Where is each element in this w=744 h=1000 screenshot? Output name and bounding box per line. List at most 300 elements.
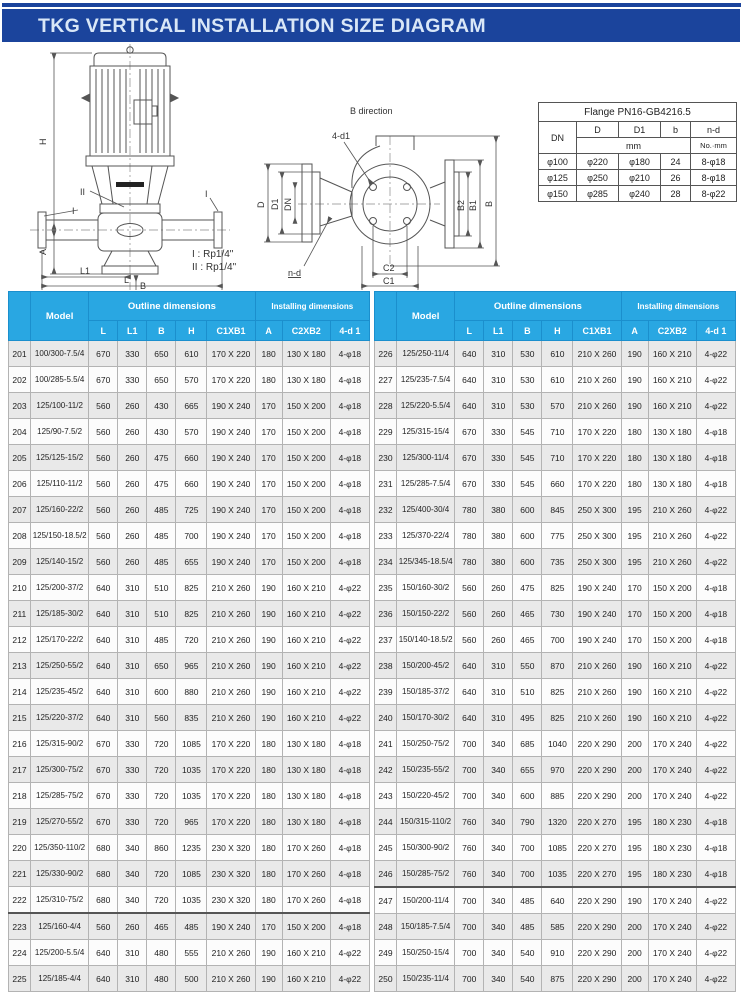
outline-dimensions-header: Outline dimensions xyxy=(455,292,621,321)
cell: 340 xyxy=(484,887,513,914)
size-table-left xyxy=(8,291,370,992)
cell: 465 xyxy=(147,913,176,940)
cell: 212 xyxy=(9,627,31,653)
cell: 310 xyxy=(484,679,513,705)
cell: 1085 xyxy=(176,861,207,887)
cell: 4-φ22 xyxy=(330,601,369,627)
cell: 640 xyxy=(455,367,484,393)
table-row xyxy=(9,549,370,575)
cell: 500 xyxy=(176,966,207,992)
cell: 150/140-18.5/2 xyxy=(397,627,455,653)
cell: 330 xyxy=(118,809,147,835)
cell: 211 xyxy=(9,601,31,627)
outline-dimensions-header: Outline dimensions xyxy=(89,292,255,321)
cell: 190 xyxy=(255,653,282,679)
col-c2xb2: C2XB2 xyxy=(648,321,696,341)
cell: 200 xyxy=(621,914,648,940)
cell: 160 X 210 xyxy=(282,627,330,653)
cell: 210 X 260 xyxy=(648,549,696,575)
cell: 180 xyxy=(255,341,282,367)
cell: 170 xyxy=(255,523,282,549)
installing-dimensions-header: Installing dimensions xyxy=(621,292,735,321)
cell: 310 xyxy=(484,653,513,679)
cell: 260 xyxy=(118,393,147,419)
dim-label-h: H xyxy=(38,138,48,145)
cell: 170 X 240 xyxy=(648,783,696,809)
cell: 4-φ18 xyxy=(696,627,735,653)
cell: 150/200-45/2 xyxy=(397,653,455,679)
cell: 160 X 210 xyxy=(282,653,330,679)
cell: 4-φ22 xyxy=(696,497,735,523)
cell: 380 xyxy=(484,549,513,575)
cell: 910 xyxy=(542,940,573,966)
cell: 150/185-37/2 xyxy=(397,679,455,705)
table-row xyxy=(9,966,370,992)
cell: 430 xyxy=(147,393,176,419)
table-row xyxy=(9,861,370,887)
cell: 150/170-30/2 xyxy=(397,705,455,731)
cell: 219 xyxy=(9,809,31,835)
cell: 685 xyxy=(513,731,542,757)
cell: 8-φ18 xyxy=(691,154,737,170)
port-label-i-left: I xyxy=(72,206,75,216)
cell: 570 xyxy=(542,393,573,419)
cell: 208 xyxy=(9,523,31,549)
size-table-right xyxy=(374,291,736,992)
cell: 720 xyxy=(147,887,176,914)
cell: 230 X 320 xyxy=(207,887,255,914)
table-row xyxy=(375,887,736,914)
table-row xyxy=(9,471,370,497)
cell: 4-φ18 xyxy=(330,419,369,445)
table-row xyxy=(375,471,736,497)
cell: 485 xyxy=(147,497,176,523)
cell: 125/345-18.5/4 xyxy=(397,549,455,575)
installing-dimensions-header: Installing dimensions xyxy=(255,292,369,321)
cell: 202 xyxy=(9,367,31,393)
cell: 4-φ22 xyxy=(696,783,735,809)
cell: 150/250-75/2 xyxy=(397,731,455,757)
cell: 130 X 180 xyxy=(282,341,330,367)
cell: 170 X 220 xyxy=(573,445,621,471)
cell: 860 xyxy=(147,835,176,861)
cell: φ220 xyxy=(577,154,619,170)
cell: 240 xyxy=(375,705,397,731)
cell: 310 xyxy=(118,966,147,992)
cell: 190 X 240 xyxy=(573,575,621,601)
cell: 210 X 260 xyxy=(573,653,621,679)
cell: 150/160-30/2 xyxy=(397,575,455,601)
col-a: A xyxy=(621,321,648,341)
cell: 190 X 240 xyxy=(573,601,621,627)
cell: 170 X 240 xyxy=(648,940,696,966)
cell: 125/285-75/2 xyxy=(31,783,89,809)
flange-unit-nomm: No.·mm xyxy=(691,138,737,154)
cell: 330 xyxy=(484,445,513,471)
cell: 485 xyxy=(513,887,542,914)
cell: 125/235-45/2 xyxy=(31,679,89,705)
cell: 8-φ18 xyxy=(691,170,737,186)
cell: 150 X 200 xyxy=(282,419,330,445)
table-row xyxy=(375,966,736,992)
table-row xyxy=(375,940,736,966)
cell: 310 xyxy=(118,601,147,627)
cell: 330 xyxy=(118,783,147,809)
cell: 222 xyxy=(9,887,31,914)
cell: 655 xyxy=(176,549,207,575)
cell: 170 xyxy=(255,497,282,523)
cell: 220 X 290 xyxy=(573,731,621,757)
dim-label-nd: n-d xyxy=(288,268,302,278)
cell: 4-φ22 xyxy=(696,966,735,992)
cell: 170 X 220 xyxy=(573,419,621,445)
cell: 125/110-11/2 xyxy=(31,471,89,497)
cell: 203 xyxy=(9,393,31,419)
cell: 4-φ18 xyxy=(696,835,735,861)
cell: 228 xyxy=(375,393,397,419)
blank-header xyxy=(9,292,31,341)
cell: 180 xyxy=(621,419,648,445)
cell: 610 xyxy=(176,341,207,367)
cell: 150 X 200 xyxy=(648,575,696,601)
table-row xyxy=(9,601,370,627)
top-accent-line xyxy=(2,3,741,7)
cell: 220 X 290 xyxy=(573,914,621,940)
cell: 670 xyxy=(455,471,484,497)
cell: 180 xyxy=(255,757,282,783)
cell: 330 xyxy=(118,757,147,783)
cell: 760 xyxy=(455,809,484,835)
table-row xyxy=(9,653,370,679)
cell: 340 xyxy=(484,783,513,809)
cell: 530 xyxy=(513,341,542,367)
cell: 220 xyxy=(9,835,31,861)
cell: 700 xyxy=(455,731,484,757)
cell: 150/250-15/4 xyxy=(397,940,455,966)
cell: 220 X 290 xyxy=(573,887,621,914)
table-row xyxy=(9,341,370,367)
cell: 700 xyxy=(455,914,484,940)
cell: 780 xyxy=(455,497,484,523)
cell: 4-φ18 xyxy=(330,393,369,419)
cell: 670 xyxy=(89,783,118,809)
cell: 190 X 240 xyxy=(207,445,255,471)
cell: 220 X 270 xyxy=(573,861,621,888)
cell: 4-φ18 xyxy=(330,549,369,575)
cell: 125/200-37/2 xyxy=(31,575,89,601)
cell: 260 xyxy=(484,575,513,601)
cell: 600 xyxy=(513,497,542,523)
cell: 125/300-11/4 xyxy=(397,445,455,471)
table-row xyxy=(375,757,736,783)
cell: 545 xyxy=(513,419,542,445)
cell: 244 xyxy=(375,809,397,835)
cell: 190 X 240 xyxy=(207,419,255,445)
cell: 1040 xyxy=(542,731,573,757)
cell: 640 xyxy=(455,653,484,679)
cell: 150/200-11/4 xyxy=(397,887,455,914)
cell: 710 xyxy=(542,445,573,471)
cell: 160 X 210 xyxy=(648,653,696,679)
cell: 125/90-7.5/2 xyxy=(31,419,89,445)
cell: 260 xyxy=(118,523,147,549)
flange-col-d1: D1 xyxy=(619,122,661,138)
cell: 160 X 210 xyxy=(282,679,330,705)
cell: 545 xyxy=(513,445,542,471)
cell: 640 xyxy=(455,705,484,731)
cell: 4-φ22 xyxy=(696,705,735,731)
cell: 249 xyxy=(375,940,397,966)
cell: 130 X 180 xyxy=(282,783,330,809)
table-row xyxy=(375,367,736,393)
cell: 670 xyxy=(89,367,118,393)
cell: 125/235-7.5/4 xyxy=(397,367,455,393)
table-row xyxy=(9,445,370,471)
cell: 480 xyxy=(147,940,176,966)
cell: 1035 xyxy=(176,783,207,809)
table-row xyxy=(375,835,736,861)
cell: 4-φ22 xyxy=(696,679,735,705)
cell: 570 xyxy=(176,367,207,393)
cell: 340 xyxy=(118,835,147,861)
cell: 210 X 260 xyxy=(573,341,621,367)
cell: 4-φ22 xyxy=(696,731,735,757)
cell: 125/220-37/2 xyxy=(31,705,89,731)
table-row xyxy=(375,497,736,523)
cell: 210 X 260 xyxy=(573,367,621,393)
cell: 260 xyxy=(118,419,147,445)
cell: 214 xyxy=(9,679,31,705)
col-c1xb1: C1XB1 xyxy=(573,321,621,341)
cell: 4-φ18 xyxy=(330,471,369,497)
dim-label-l: L xyxy=(124,275,130,285)
cell: φ100 xyxy=(539,154,577,170)
cell: 190 X 240 xyxy=(207,523,255,549)
cell: 545 xyxy=(513,471,542,497)
cell: 560 xyxy=(89,393,118,419)
table-row xyxy=(9,731,370,757)
cell: 310 xyxy=(118,575,147,601)
cell: 640 xyxy=(89,966,118,992)
cell: 700 xyxy=(455,757,484,783)
cell: 640 xyxy=(455,679,484,705)
cell: 230 xyxy=(375,445,397,471)
table-row xyxy=(375,783,736,809)
cell: 207 xyxy=(9,497,31,523)
dim-label-b2: B2 xyxy=(456,199,466,211)
cell: 160 X 210 xyxy=(648,367,696,393)
cell: 204 xyxy=(9,419,31,445)
cell: 150 X 200 xyxy=(282,471,330,497)
cell: 170 xyxy=(255,393,282,419)
cell: 650 xyxy=(147,653,176,679)
cell: 600 xyxy=(513,783,542,809)
cell: 655 xyxy=(513,757,542,783)
cell: 4-φ22 xyxy=(696,887,735,914)
cell: 4-φ18 xyxy=(696,471,735,497)
cell: 310 xyxy=(118,653,147,679)
cell: 180 xyxy=(255,887,282,914)
cell: 170 X 220 xyxy=(207,367,255,393)
cell: 330 xyxy=(118,341,147,367)
dimension-lines xyxy=(264,136,500,290)
cell: φ180 xyxy=(619,154,661,170)
cell: 825 xyxy=(176,575,207,601)
cell: 4-φ18 xyxy=(330,445,369,471)
cell: 665 xyxy=(176,393,207,419)
cell: 125/250-55/2 xyxy=(31,653,89,679)
table-row xyxy=(375,575,736,601)
table-row xyxy=(539,186,737,202)
cell: 700 xyxy=(455,966,484,992)
cell: 170 X 220 xyxy=(207,809,255,835)
cell: 180 xyxy=(255,835,282,861)
cell: 170 X 240 xyxy=(648,914,696,940)
cell: 700 xyxy=(542,627,573,653)
table-row xyxy=(375,419,736,445)
cell: 4-φ18 xyxy=(696,809,735,835)
cell: 125/330-90/2 xyxy=(31,861,89,887)
flange-col-nd: n-d xyxy=(691,122,737,138)
cell: φ250 xyxy=(577,170,619,186)
table-row xyxy=(375,393,736,419)
cell: 170 X 240 xyxy=(648,966,696,992)
cell: 485 xyxy=(176,913,207,940)
pump-b-direction-drawing xyxy=(240,96,505,296)
note-port-ii: II : Rp1/4" xyxy=(192,262,237,273)
cell: 130 X 180 xyxy=(282,809,330,835)
col-4d1: 4-d 1 xyxy=(330,321,369,341)
table-row xyxy=(375,549,736,575)
cell: 340 xyxy=(484,835,513,861)
cell: 170 xyxy=(621,575,648,601)
cell: 835 xyxy=(176,705,207,731)
cell: 530 xyxy=(513,367,542,393)
cell: 4-φ18 xyxy=(330,497,369,523)
size-table-left-body xyxy=(9,341,370,992)
dim-label-c2: C2 xyxy=(383,263,395,273)
cell: 875 xyxy=(542,966,573,992)
flange-col-b: b xyxy=(661,122,691,138)
cell: 465 xyxy=(513,627,542,653)
cell: 310 xyxy=(118,705,147,731)
cell: 180 X 230 xyxy=(648,809,696,835)
cell: 250 xyxy=(375,966,397,992)
cell: 530 xyxy=(513,393,542,419)
cell: 160 X 210 xyxy=(282,575,330,601)
cell: 130 X 180 xyxy=(648,419,696,445)
cell: 4-φ22 xyxy=(696,914,735,940)
cell: 210 xyxy=(9,575,31,601)
cell: 4-φ22 xyxy=(696,393,735,419)
cell: 480 xyxy=(147,966,176,992)
cell: 150 X 200 xyxy=(282,445,330,471)
table-row xyxy=(539,154,737,170)
cell: 160 X 210 xyxy=(648,393,696,419)
cell: 160 X 210 xyxy=(282,940,330,966)
dim-label-a: A xyxy=(38,248,48,255)
cell: 236 xyxy=(375,601,397,627)
cell: 560 xyxy=(455,601,484,627)
cell: 125/170-22/2 xyxy=(31,627,89,653)
cell: 130 X 180 xyxy=(648,471,696,497)
table-row xyxy=(375,679,736,705)
cell: 4-φ18 xyxy=(696,419,735,445)
cell: 250 X 300 xyxy=(573,497,621,523)
cell: 216 xyxy=(9,731,31,757)
cell: 234 xyxy=(375,549,397,575)
cell: 1035 xyxy=(542,861,573,888)
cell: 485 xyxy=(147,627,176,653)
cell: 845 xyxy=(542,497,573,523)
cell: 430 xyxy=(147,419,176,445)
cell: 150 X 200 xyxy=(282,393,330,419)
cell: 4-φ22 xyxy=(330,575,369,601)
cell: 495 xyxy=(513,705,542,731)
cell: 220 X 270 xyxy=(573,809,621,835)
cell: 475 xyxy=(513,575,542,601)
cell: 190 xyxy=(621,679,648,705)
cell: 760 xyxy=(455,835,484,861)
cell: 150 X 200 xyxy=(282,523,330,549)
col-l1: L1 xyxy=(484,321,513,341)
table-row xyxy=(375,861,736,888)
cell: 640 xyxy=(89,679,118,705)
cell: 150 X 200 xyxy=(282,549,330,575)
col-l1: L1 xyxy=(118,321,147,341)
cell: 150 X 200 xyxy=(648,627,696,653)
cell: 210 X 260 xyxy=(207,653,255,679)
cell: 170 X 240 xyxy=(648,757,696,783)
cell: 640 xyxy=(89,575,118,601)
cell: 160 X 210 xyxy=(282,705,330,731)
cell: 190 xyxy=(255,966,282,992)
cell: 4-φ18 xyxy=(696,445,735,471)
cell: 125/300-75/2 xyxy=(31,757,89,783)
cell: 650 xyxy=(147,367,176,393)
cell: 965 xyxy=(176,809,207,835)
cell: 180 xyxy=(255,809,282,835)
cell: 231 xyxy=(375,471,397,497)
cell: 125/140-15/2 xyxy=(31,549,89,575)
cell: 600 xyxy=(147,679,176,705)
blank-header xyxy=(375,292,397,341)
table-row xyxy=(9,497,370,523)
table-row xyxy=(375,601,736,627)
cell: 190 xyxy=(255,705,282,731)
cell: 775 xyxy=(542,523,573,549)
cell: 4-φ22 xyxy=(696,940,735,966)
cell: 230 X 320 xyxy=(207,861,255,887)
cell: 310 xyxy=(118,940,147,966)
cell: 640 xyxy=(89,627,118,653)
table-row xyxy=(9,679,370,705)
cell: 4-φ18 xyxy=(330,523,369,549)
table-row xyxy=(9,887,370,914)
dim-label-dn: DN xyxy=(283,198,293,211)
cell: 720 xyxy=(147,783,176,809)
cell: 217 xyxy=(9,757,31,783)
cell: 190 xyxy=(621,393,648,419)
cell: 190 xyxy=(621,653,648,679)
cell: φ125 xyxy=(539,170,577,186)
cell: 4-φ18 xyxy=(330,835,369,861)
cell: 206 xyxy=(9,471,31,497)
cell: 720 xyxy=(147,757,176,783)
cell: 170 X 240 xyxy=(648,887,696,914)
cell: 4-φ18 xyxy=(696,601,735,627)
cell: 640 xyxy=(89,601,118,627)
